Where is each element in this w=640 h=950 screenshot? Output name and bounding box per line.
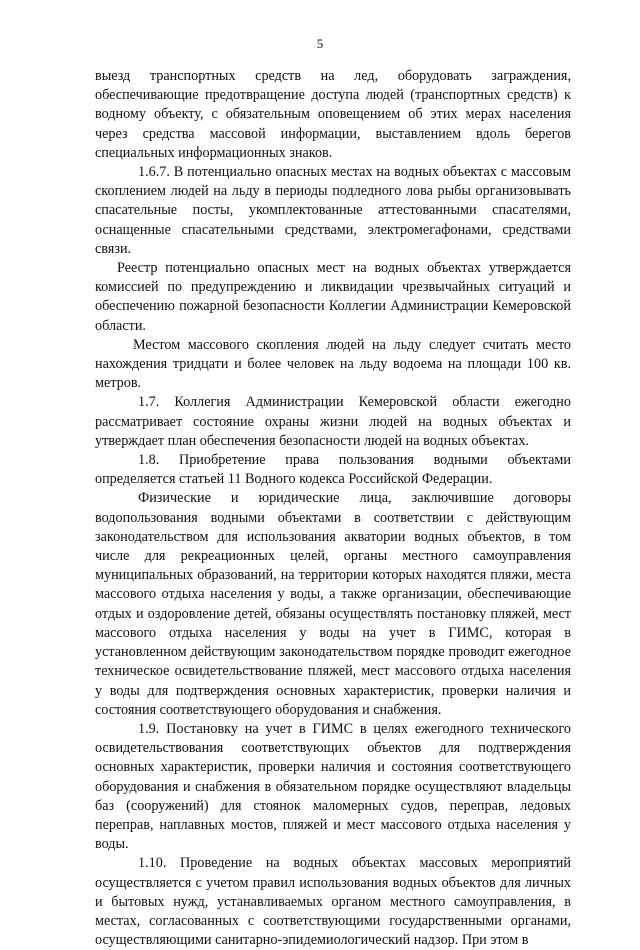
paragraph-registry: Реестр потенциально опасных мест на водных объектах утверждается комиссией по предупреждению и ликвидации чрезвычайных ситуаций и обеспечению пожарной безопасности Коллегии Администрации Кемеровской области. <box>95 260 571 334</box>
paragraph-1-6-7: 1.6.7. В потенциально опасных местах на водных объектах с массовым скоплением людей на льду в периоды подледного лова рыбы организовывать спасательные посты, укомплектованные аттестованными спасателями, оснащенные спасательными средствами, электромегафонами, средствами связи. <box>95 164 571 257</box>
paragraph-mass-gathering: Местом массового скопления людей на льду следует считать место нахождения тридцати и более человек на льду водоема на площади 100 кв. метров. <box>95 336 571 392</box>
document-body <box>95 67 571 950</box>
paragraph-ice-exit-continuation: выезд транспортных средств на лед, оборудовать заграждения, обеспечивающие предотвращение доступа людей (транспортных средств) к водному объекту, с обязательным оповещением об этих мерах населения через средства массовой информации, выставлением вдоль берегов специальных информационных знаков. <box>95 68 571 161</box>
paragraph-water-users: Физические и юридические лица, заключившие договоры водопользования водными объектами в соответствии с действующим законодательством для использования акватории водных объектов, в том числе для рекреационных целей, органы местного самоуправления муниципальных образований, на территории которых находятся пляжи, места массового отдыха населения у воды, а также организации, обеспечивающие отдых и оздоровление детей, обязаны осуществлять постановку пляжей, мест массового отдыха населения у воды на учет в ГИМС, которая в установленном действующим законодательством порядке проводит ежегодное техническое освидетельствование пляжей, мест массового отдыха населения у воды для подтверждения основных характеристик, проверки наличия и состояния соответствующего оборудования и снабжения. <box>95 490 571 718</box>
paragraph-1-9: 1.9. Постановку на учет в ГИМС в целях ежегодного технического освидетельствования соответствующих объектов для подтверждения основных характеристик, проверки наличия и состояния соответствующего оборудования и снабжения в обязательном порядке осуществляют владельцы баз (сооружений) для стоянок маломерных судов, переправ, ледовых переправ, наплавных мостов, пляжей и мест массового отдыха населения у воды. <box>95 720 571 853</box>
paragraph-1-10: 1.10. Проведение на водных объектах массовых мероприятий осуществляется с учетом правил использования водных объектов для личных и бытовых нужд, устанавливаемых органом местного самоуправления, в местах, согласованных с соответствующими государственными органами, осуществляющими санитарно-эпидемиологический надзор. При этом в <box>95 855 571 949</box>
paragraph-1-8: 1.8. Приобретение права пользования водными объектами определяется статьей 11 Водного кодекса Российской Федерации. <box>95 452 571 488</box>
page-number: 5 <box>316 36 324 51</box>
paragraph-1-7: 1.7. Коллегия Администрации Кемеровской области ежегодно рассматривает состояние охраны жизни людей на водных объектах и утверждает план обеспечения безопасности людей на водных объектах. <box>95 394 571 449</box>
